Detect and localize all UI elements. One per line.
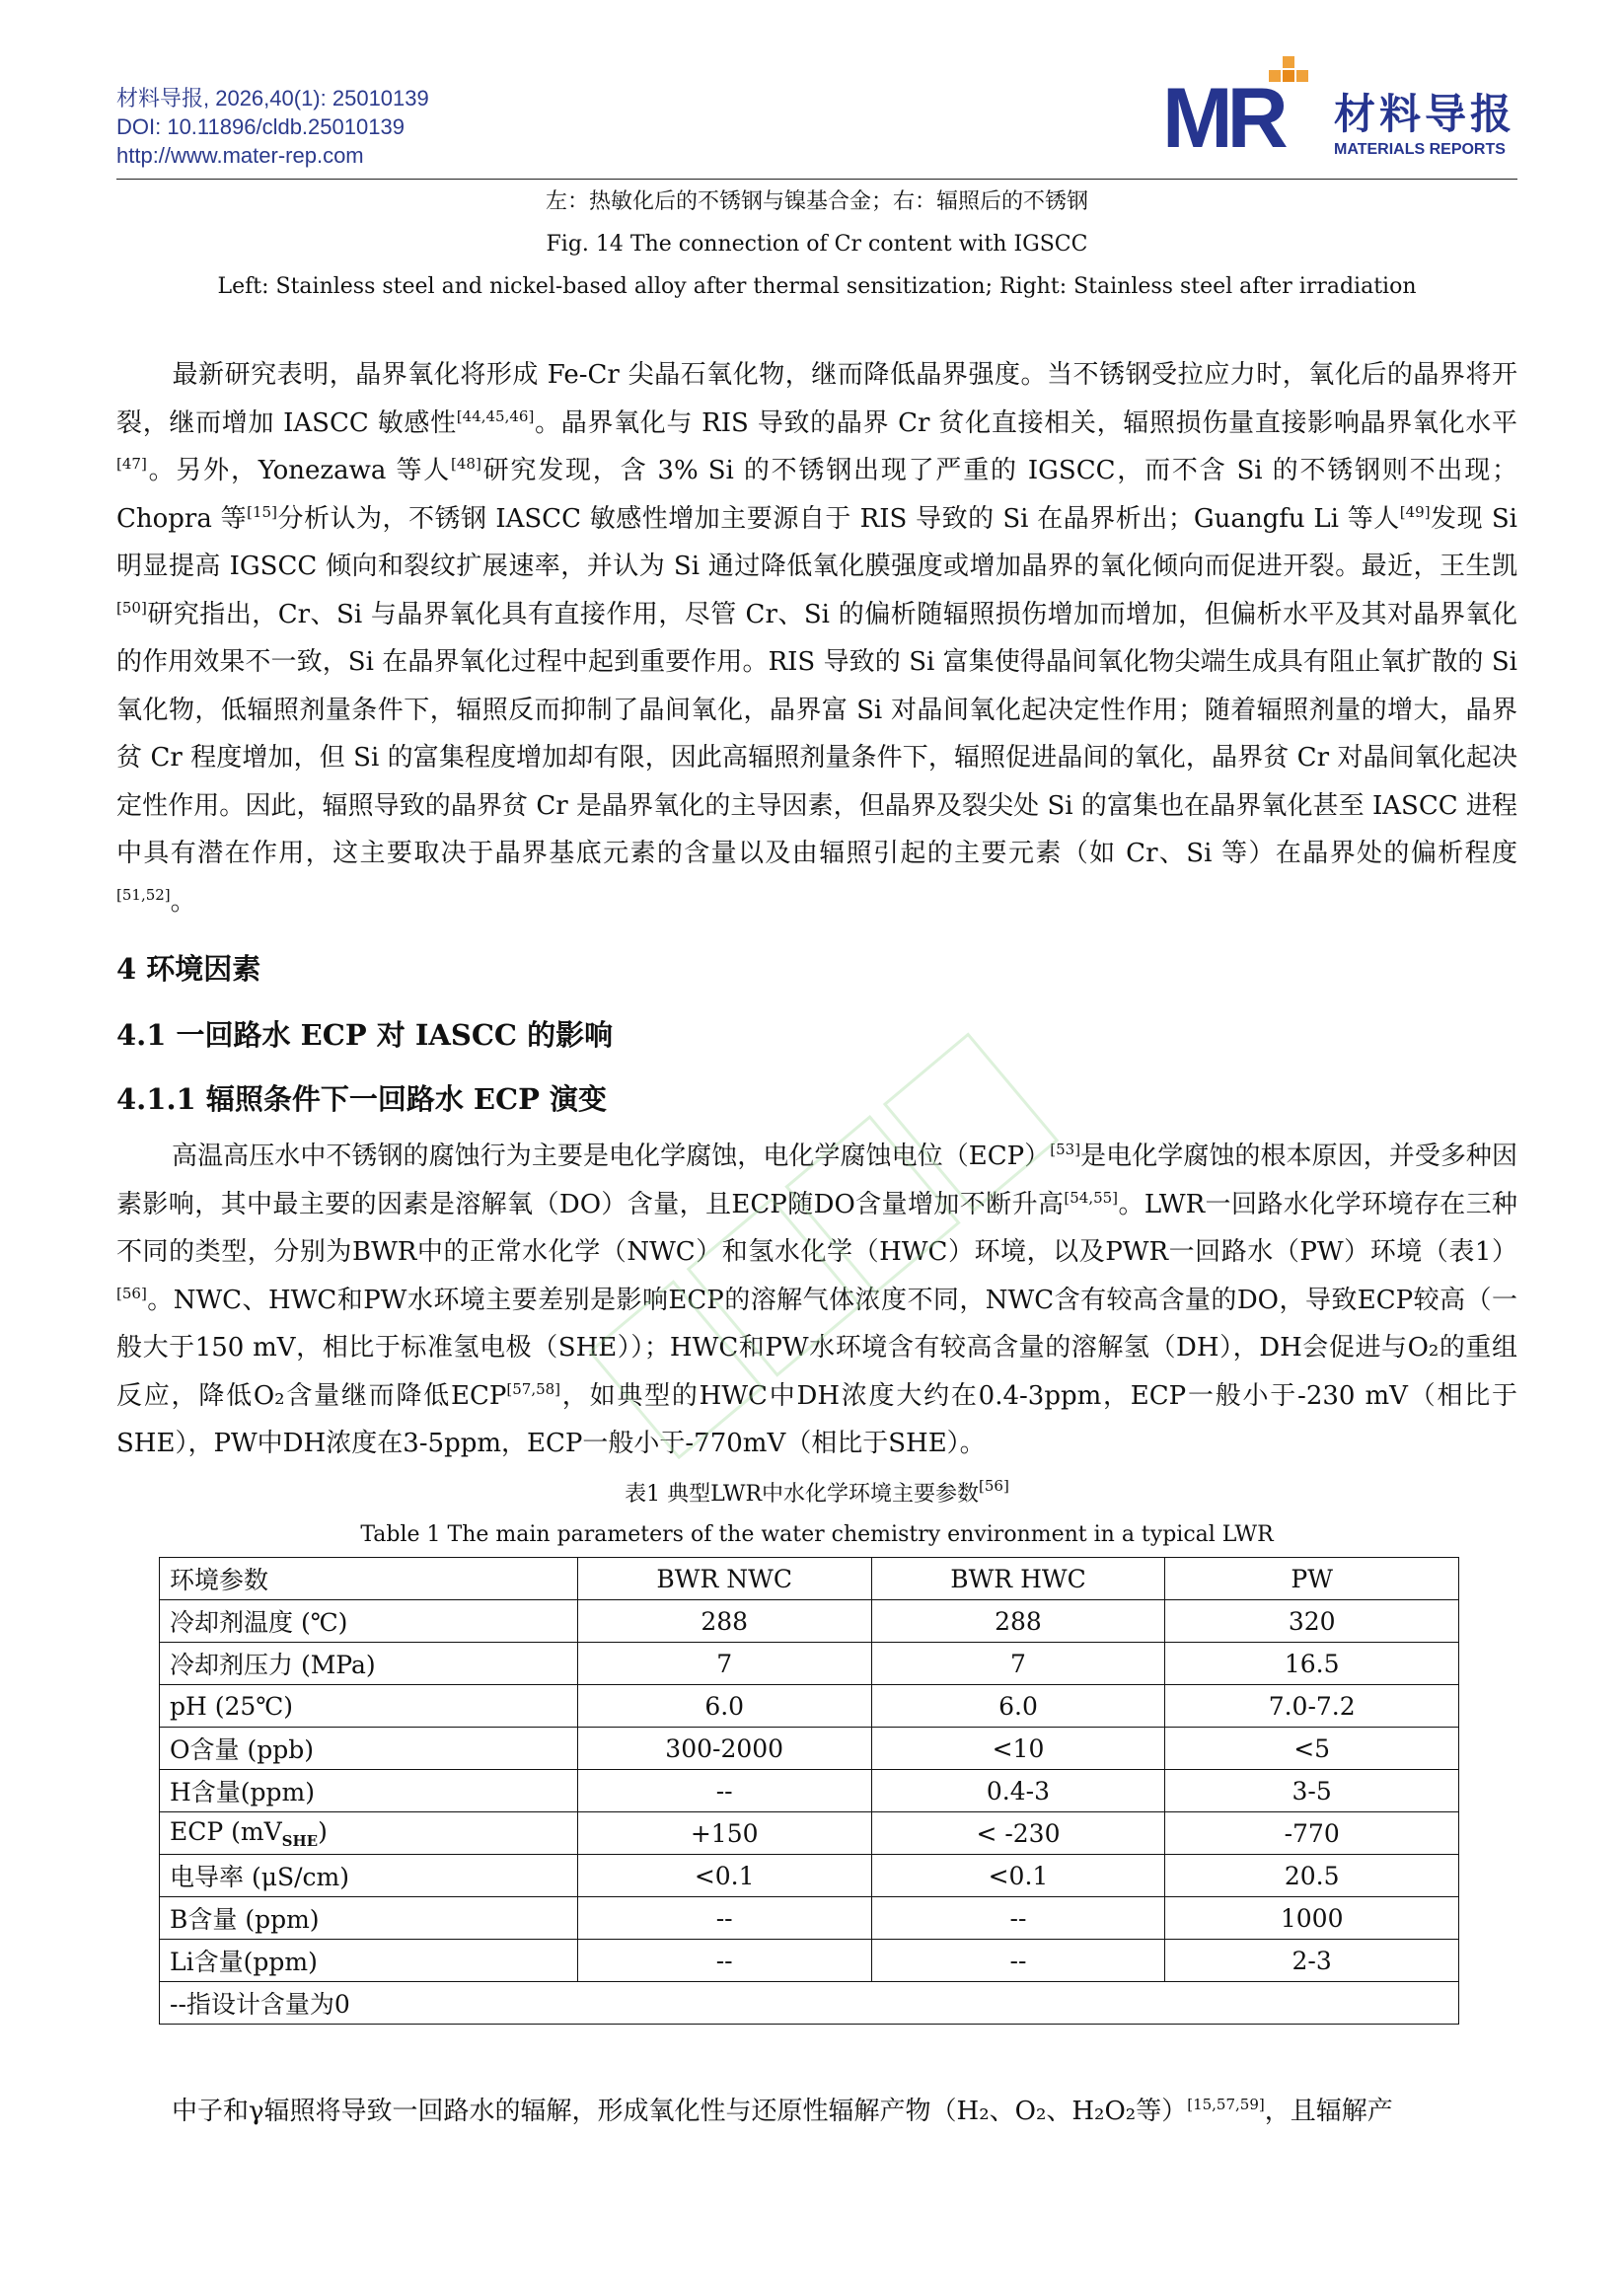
ecp-label: ECP (mV (170, 1816, 282, 1846)
logo-cn-text: 材料导报 (1334, 90, 1516, 138)
paragraph-text: 分析认为，不锈钢 IASCC 敏感性增加主要源自于 RIS 导致的 Si 在晶界析出；Guangfu Li 等人 (276, 503, 1400, 534)
figure-caption-en: Fig. 14 The connection of Cr content with IGSCC (546, 232, 1088, 257)
table-cell: 冷却剂温度 (℃) (160, 1600, 578, 1643)
table-header-cell: PW (1165, 1558, 1459, 1600)
citation-ref[interactable]: [56] (116, 1284, 147, 1302)
table-cell: -- (871, 1940, 1165, 1982)
table-row (160, 1897, 1459, 1940)
section-heading-4-1-1: 4.1.1 辐照条件下一回路水 ECP 演变 (116, 1082, 608, 1116)
table-cell: 288 (577, 1600, 871, 1643)
paragraph-text: 。 (170, 886, 196, 917)
journal-info (116, 84, 429, 170)
table-cell: 16.5 (1165, 1643, 1459, 1685)
table-row (160, 1940, 1459, 1982)
paragraph-text: 研究发现，含 3% Si 的不锈钢出现了严重的 IGSCC，而不含 Si 的不锈钢则不出现；Chopra 等 (116, 456, 1517, 534)
table-cell: 20.5 (1165, 1855, 1459, 1897)
table-header-cell: 环境参数 (160, 1558, 578, 1600)
citation-ref[interactable]: [47] (116, 455, 147, 473)
table-cell: 电导率 (μS/cm) (160, 1855, 578, 1897)
table-cell: pH (25℃) (160, 1685, 578, 1728)
paragraph-text: 。NWC、HWC和PW水环境主要差别是影响ECP的溶解气体浓度不同，NWC含有较高含量的DO，导致ECP较高（一般大于150 mV，相比于标准氢电极（SHE））；HWC和PW水环境含有较高含量的溶解氢（DH），DH会促进与O₂的重组反应，降低O₂含量继而降低ECP (116, 1285, 1517, 1411)
logo-mr-text: MR (1162, 71, 1283, 166)
ecp-close: ) (318, 1816, 328, 1846)
table-header-cell: BWR NWC (577, 1558, 871, 1600)
table-cell: 2-3 (1165, 1940, 1459, 1982)
citation-ref[interactable]: [57,58] (506, 1379, 561, 1398)
paragraph-text: ，如典型的HWC中DH浓度大约在0.4-3ppm，ECP一般小于-230 mV（相比于SHE），PW中DH浓度在3-5ppm，ECP一般小于-770mV（相比于SHE）。 (116, 1380, 1517, 1458)
figure-caption-cn: 左：热敏化后的不锈钢与镍基合金；右：辐照后的不锈钢 (545, 189, 1088, 214)
paragraph-3 (116, 2088, 1517, 2136)
table-row (160, 1812, 1459, 1855)
paragraph-text: 。另外，Yonezawa 等人 (146, 456, 452, 485)
table-cell: -- (871, 1897, 1165, 1940)
citation-ref[interactable]: [54,55] (1064, 1188, 1119, 1207)
table-cell: -- (577, 1940, 871, 1982)
table-cell: 320 (1165, 1600, 1459, 1643)
citation-ref[interactable]: [56] (979, 1477, 1009, 1495)
table-footnote-row (160, 1982, 1459, 2025)
table-caption-text: 表1 典型LWR中水化学环境主要参数 (625, 1482, 980, 1507)
paragraph-2 (116, 1133, 1517, 1468)
table-caption-en: Table 1 The main parameters of the water chemistry environment in a typical LWR (360, 1522, 1274, 1547)
table-row (160, 1643, 1459, 1685)
paragraph-text: 最新研究表明，晶界氧化将形成 Fe-Cr 尖晶石氧化物，继而降低晶界强度。当不锈钢受拉应力时，氧化后的晶界将开裂，继而增加 IASCC 敏感性 (116, 360, 1517, 438)
table-cell: Li含量(ppm) (160, 1940, 578, 1982)
header-rule (116, 179, 1517, 180)
paragraph-text: 。晶界氧化与 RIS 导致的晶界 Cr 贫化直接相关，辐照损伤量直接影响晶界氧化水平 (534, 407, 1517, 438)
table-row (160, 1728, 1459, 1770)
table-cell-ecp (160, 1812, 578, 1855)
ecp-subscript: SHE (281, 1831, 319, 1850)
table-cell: 7.0-7.2 (1165, 1685, 1459, 1728)
paragraph-text: 。LWR一回路水化学环境存在三种不同的类型，分别为BWR中的正常水化学（NWC）和氢水化学（HWC）环境，以及PWR一回路水（PW）环境（表1） (116, 1189, 1517, 1267)
table-cell: <0.1 (871, 1855, 1165, 1897)
table-cell: -770 (1165, 1812, 1459, 1855)
doi-text: DOI: 10.11896/cldb.25010139 (116, 114, 405, 139)
table-cell: 0.4-3 (871, 1770, 1165, 1812)
table-header-cell: BWR HWC (871, 1558, 1165, 1600)
figure-caption-sub: Left: Stainless steel and nickel-based alloy after thermal sensitization; Right: Stainless steel after irradiation (217, 274, 1417, 299)
table-header-row (160, 1558, 1459, 1600)
table-cell: B含量 (ppm) (160, 1897, 578, 1940)
paragraph-text: 中子和γ辐照将导致一回路水的辐解，形成氧化性与还原性辐解产物（H₂、O₂、H₂O₂等） (172, 2097, 1188, 2126)
table-row (160, 1770, 1459, 1812)
paragraph-text: ，且辐解产 (1264, 2097, 1393, 2126)
table-cell: -- (577, 1897, 871, 1940)
table-cell: <10 (871, 1728, 1165, 1770)
table-cell: 7 (871, 1643, 1165, 1685)
logo-en-text: MATERIALS REPORTS (1334, 141, 1506, 158)
table-cell: H含量(ppm) (160, 1770, 578, 1812)
citation-ref[interactable]: [50] (116, 598, 147, 617)
table-cell: 1000 (1165, 1897, 1459, 1940)
table-cell: <5 (1165, 1728, 1459, 1770)
citation-ref[interactable]: [53] (1050, 1141, 1081, 1158)
journal-url[interactable]: http://www.mater-rep.com (116, 143, 364, 168)
table-cell: 300-2000 (577, 1728, 871, 1770)
table-caption-cn (116, 1477, 1517, 1510)
citation-ref[interactable]: [15,57,59] (1187, 2096, 1265, 2113)
table-cell: < -230 (871, 1812, 1165, 1855)
journal-citation: 材料导报, 2026,40(1): 25010139 (116, 86, 429, 111)
table-cell: 7 (577, 1643, 871, 1685)
citation-ref[interactable]: [44,45,46] (456, 406, 535, 425)
table-cell: <0.1 (577, 1855, 871, 1897)
page-header (116, 71, 1517, 181)
table-row (160, 1855, 1459, 1897)
table-cell: +150 (577, 1812, 871, 1855)
paragraph-text: 高温高压水中不锈钢的腐蚀行为主要是电化学腐蚀，电化学腐蚀电位（ECP） (172, 1142, 1051, 1171)
table-cell: 288 (871, 1600, 1165, 1643)
table-cell: O含量 (ppb) (160, 1728, 578, 1770)
citation-ref[interactable]: [48] (451, 455, 481, 473)
section-heading-4-1: 4.1 一回路水 ECP 对 IASCC 的影响 (116, 1018, 614, 1052)
citation-ref[interactable]: [49] (1399, 502, 1431, 521)
table-cell: 冷却剂压力 (MPa) (160, 1643, 578, 1685)
table-cell: 3-5 (1165, 1770, 1459, 1812)
citation-ref[interactable]: [15] (247, 502, 277, 521)
table-row (160, 1685, 1459, 1728)
table-row (160, 1600, 1459, 1643)
table-cell: 6.0 (577, 1685, 871, 1728)
water-chemistry-table (159, 1557, 1459, 2025)
journal-logo (1162, 56, 1517, 175)
section-heading-4: 4 环境因素 (116, 952, 261, 986)
citation-ref[interactable]: [51,52] (116, 885, 171, 904)
paragraph-text: 研究指出，Cr、Si 与晶界氧化具有直接作用，尽管 Cr、Si 的偏析随辐照损伤增加而增加，但偏析水平及其对晶界氧化的作用效果不一致，Si 在晶界氧化过程中起到重要作用。RIS 导致的 Si 富集使得晶间氧化物尖端生成具有阻止氧扩散的 Si 氧化物，低辐照剂量条件下，辐照反而抑制了晶间氧化，晶界富 Si 对晶间氧化起决定性作用；随着辐照剂量的增大，晶界贫 Cr 程度增加，但 Si 的富集程度增加却有限，因此高辐照剂量条件下，辐照促进晶间的氧化，晶界贫 Cr 对晶间氧化起决定性作用。因此，辐照导致的晶界贫 Cr 是晶界氧化的主导因素，但晶界及裂尖处 Si 的富集也在晶界氧化甚至 IASCC 进程中具有潜在作用，这主要取决于晶界基底元素的含量以及由辐照引起的主要元素（如 Cr、Si 等）在晶界处的偏析程度 (116, 599, 1517, 868)
table-footnote: --指设计含量为0 (160, 1982, 1459, 2025)
paragraph-text: 发现 Si 明显提高 IGSCC 倾向和裂纹扩展速率，并认为 Si 通过降低氧化膜强度或增加晶界的氧化倾向而促进开裂。最近，王生凯 (116, 503, 1517, 581)
paragraph-1 (116, 351, 1517, 925)
table-cell: -- (577, 1770, 871, 1812)
paragraph-text: 是电化学腐蚀的根本原因，并受多种因素影响，其中最主要的因素是溶解氧（DO）含量，且ECP随DO含量增加不断升高 (116, 1142, 1517, 1219)
table-cell: 6.0 (871, 1685, 1165, 1728)
